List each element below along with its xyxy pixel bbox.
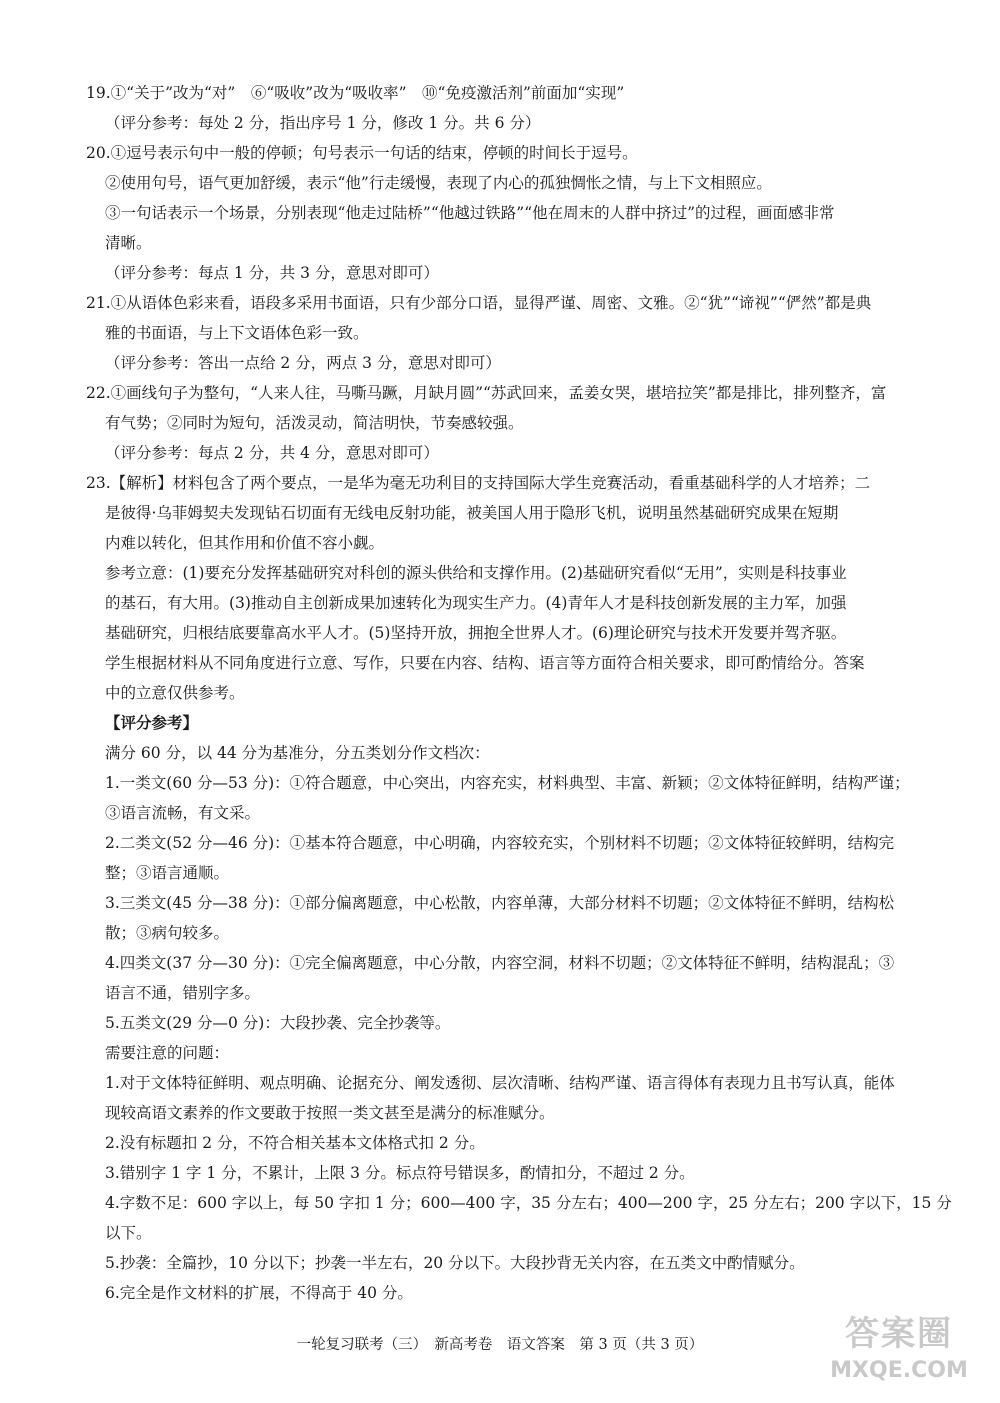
text-line: ③一句话表示一个场景，分别表现“他走过陆桥”“他越过铁路”“他在周末的人群中挤过”的过程，画面感非常 [105,204,835,222]
text-line: 1.对于文体特征鲜明、观点明确、论据充分、阐发透彻、层次清晰、结构严谨、语言得体有表现力且书写认真，能体 [105,1074,895,1092]
text-line: 21.①从语体色彩来看，语段多采用书面语，只有少部分口语，显得严谨、周密、文雅。②“犹”“谛视”“俨然”都是典 [86,294,872,312]
text-line: （评分参考：答出一点给 2 分，两点 3 分，意思对即可） [105,354,501,372]
text-line: 满分 60 分，以 44 分为基准分，分五类划分作文档次： [105,744,490,762]
text-line: 需要注意的问题： [105,1044,230,1062]
text-line: （评分参考：每点 2 分，共 4 分，意思对即可） [105,444,439,462]
text-line: 2.没有标题扣 2 分，不符合相关基本文体格式扣 2 分。 [105,1134,485,1152]
text-line: 有气势；②同时为短句，活泼灵动，简洁明快，节奏感较强。 [105,414,524,432]
text-line: 现较高语文素养的作文要敢于按照一类文甚至是满分的标准赋分。 [105,1104,555,1122]
text-line: 雅的书面语，与上下文语体色彩一致。 [105,324,369,342]
text-line: 内难以转化，但其作用和价值不容小觑。 [105,534,385,552]
text-line: 语言不通，错别字多。 [105,984,261,1002]
text-line: 2.二类文(52 分—46 分)：①基本符合题意，中心明确，内容较充实，个别材料不切题；②文体特征较鲜明，结构完 [105,834,895,852]
text-line: 整；③语言通顺。 [105,864,230,882]
text-line: （评分参考：每处 2 分，指出序号 1 分，修改 1 分。共 6 分） [105,114,541,132]
watermark-mark: 答案圈 [845,1314,953,1354]
text-line: 5.抄袭：全篇抄，10 分以下；抄袭一半左右，20 分以下。大段抄背无关内容，在五类文中酌情赋分。 [105,1254,805,1272]
text-line: 1.一类文(60 分—53 分)：①符合题意，中心突出，内容充实，材料典型、丰富、新颖；②文体特征鲜明，结构严谨； [105,774,910,792]
text-line: 5.五类文(29 分—0 分)：大段抄袭、完全抄袭等。 [105,1014,451,1032]
watermark-site: MXQE.COM [830,1358,968,1383]
text-line: 4.四类文(37 分—30 分)：①完全偏离题意，中心分散，内容空洞，材料不切题；②文体特征不鲜明，结构混乱；③ [105,954,895,972]
text-line: 以下。 [105,1224,152,1242]
text-line: 基础研究，归根结底要靠高水平人才。(5)坚持开放，拥抱全世界人才。(6)理论研究与技术开发要并驾齐驱。 [105,624,847,642]
answer-content [86,78,952,1308]
text-line: ③语言流畅，有文采。 [105,804,261,822]
text-line: 散；③病句较多。 [105,924,230,942]
text-line: 20.①逗号表示句中一般的停顿；句号表示一句话的结束，停顿的时间长于逗号。 [86,144,638,162]
page-footer: 一轮复习联考（三） 新高考卷 语文答案 第 3 页（共 3 页） [296,1337,704,1353]
text-line: 23.【解析】材料包含了两个要点，一是华为毫无功利目的支持国际大学生竞赛活动，看重基础科学的人才培养；二 [86,474,871,492]
text-line: 的基石，有大用。(3)推动自主创新成果加速转化为现实生产力。(4)青年人才是科技创新发展的主力军，加强 [105,594,847,612]
text-line: 是彼得·乌菲姆契夫发现钻石切面有无线电反射功能，被美国人用于隐形飞机，说明虽然基础研究成果在短期 [105,504,839,522]
text-line: 6.完全是作文材料的扩展，不得高于 40 分。 [105,1284,413,1302]
text-line: （评分参考：每点 1 分，共 3 分，意思对即可） [105,264,439,282]
text-line: 4.字数不足：600 字以上，每 50 字扣 1 分；600—400 字，35 分左右；400—200 字，25 分左右；200 字以下，15 分 [105,1194,952,1212]
text-line: 学生根据材料从不同角度进行立意、写作，只要在内容、结构、语言等方面符合相关要求，即可酌情给分。答案 [105,654,865,672]
text-line: ②使用句号，语气更加舒缓，表示“他”行走缓慢，表现了内心的孤独惆怅之情，与上下文相照应。 [105,174,772,192]
section-heading: 【评分参考】 [105,713,199,732]
text-line: 中的立意仅供参考。 [105,684,245,702]
text-line: 参考立意：(1)要充分发挥基础研究对科创的源头供给和支撑作用。(2)基础研究看似“无用”，实则是科技事业 [105,564,847,582]
text-line: 3.三类文(45 分—38 分)：①部分偏离题意，中心松散，内容单薄，大部分材料不切题；②文体特征不鲜明，结构松 [105,894,895,912]
watermark-logo [824,1311,974,1391]
text-line: 清晰。 [105,234,152,252]
text-line: 19.①“关于”改为“对” ⑥“吸收”改为“吸收率” ⑩“免疫激活剂”前面加“实现” [86,84,625,102]
text-line: 22.①画线句子为整句，“人来人往，马嘶马蹶，月缺月圆”“苏武回来，孟姜女哭，堪培拉笑”都是排比，排列整齐，富 [86,384,887,402]
text-line: 3.错别字 1 字 1 分，不累计，上限 3 分。标点符号错误多，酌情扣分，不超过 2 分。 [105,1164,695,1182]
